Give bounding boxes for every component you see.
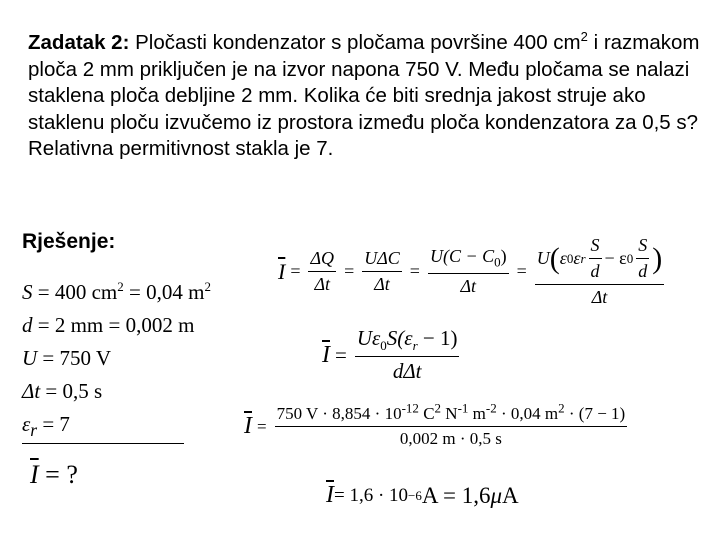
- eq3-fraction: $\frac{750 V \cdot 8,854 \cdot 10^{-12} C^2 N^{-1} m^{-2} \cdot 0,04 m^2 \cdot (7 - 1)}{0,002 m \cdot 0,5 s}$: [276, 400, 626, 448]
- equation-1: $\overline{I}$ = $\frac{\Delta Q}{\Delta t}$ = $\frac{\text{UΔC}}{\Delta t}$ = $\frac{U(C - C_0)}{\Delta t}$ = U ( ε 0 ε r $\frac{S}{d}$ − ε 0 $\frac{S}{d}$ ) Δt: [278, 235, 663, 307]
- eq2-lhs: $\overline{I}$: [322, 341, 330, 368]
- givens-divider: [22, 443, 184, 444]
- problem-label: Zadatak 2:: [28, 31, 130, 54]
- givens-list: [22, 276, 211, 447]
- equation-4: $\overline{I}$ = 1,6 · 10 −6 A = 1,6 μ A: [326, 482, 519, 508]
- problem-text-sup: 2: [580, 29, 588, 45]
- unknown-current: $\overline{I}$ = ?: [30, 460, 78, 489]
- given-permittivity: $\varepsilon_r = 7$: [22, 412, 70, 441]
- eq2-fraction: $\frac{U\varepsilon_0S(\varepsilon_r - 1)}{\text{dΔt}}$: [356, 326, 458, 384]
- given-time: Δt = 0,5 s: [22, 379, 103, 403]
- eq1-lhs: $\overline{I}$: [278, 258, 286, 284]
- equation-2: $\overline{I}$ = $\frac{U\varepsilon_0S(\varepsilon_r - 1)}{\text{dΔt}}$: [322, 326, 458, 384]
- eq3-lhs: $\overline{I}$: [244, 413, 252, 439]
- problem-text-2: i razmakom ploča 2 mm priključen je na izvor napona 750 V. Među pločama se nalazi staklena ploča debljine 2 mm. Kolika će biti srednja jakost struje ako staklenu ploču izvučemo iz prostora između ploča kondenzatora za 0,5 s? Relativna permitivnost stakla je 7.: [28, 31, 700, 160]
- eq4-lhs: $\overline{I}$: [326, 482, 334, 508]
- eq1-fraction-1: $\frac{\Delta Q}{\Delta t}$: [310, 248, 335, 294]
- given-voltage: U = 750 V: [22, 346, 112, 370]
- solution-heading: Rješenje:: [22, 230, 116, 253]
- given-area: S = 400 $cm^2 = 0,04$ $m^2$: [22, 279, 211, 304]
- eq1-fraction-4: U ( ε 0 ε r $\frac{S}{d}$ − ε 0 $\frac{S}{d}$ ) Δt: [536, 235, 663, 307]
- eq1-fraction-3: $\frac{U(C - C_0)}{\Delta t}$: [429, 246, 507, 296]
- given-distance: d = 2 mm = 0,002 m: [22, 313, 195, 337]
- eq1-inner-fraction-2: $\frac{S}{d}$: [638, 235, 648, 281]
- equation-3: $\overline{I}$ = $\frac{750 V \cdot 8,854 \cdot 10^{-12} C^2 N^{-1} m^{-2} \cdot 0,04 m^2 \cdot (7 - 1)}{0,002 m \cdot 0,5 s}$: [244, 400, 626, 448]
- problem-statement: [28, 30, 708, 163]
- problem-text-1: Pločasti kondenzator s pločama površine 400 cm: [129, 31, 581, 54]
- eq1-fraction-2: $\frac{\text{UΔC}}{\Delta t}$: [364, 248, 400, 294]
- eq1-inner-fraction-1: $\frac{S}{d}$: [590, 235, 600, 281]
